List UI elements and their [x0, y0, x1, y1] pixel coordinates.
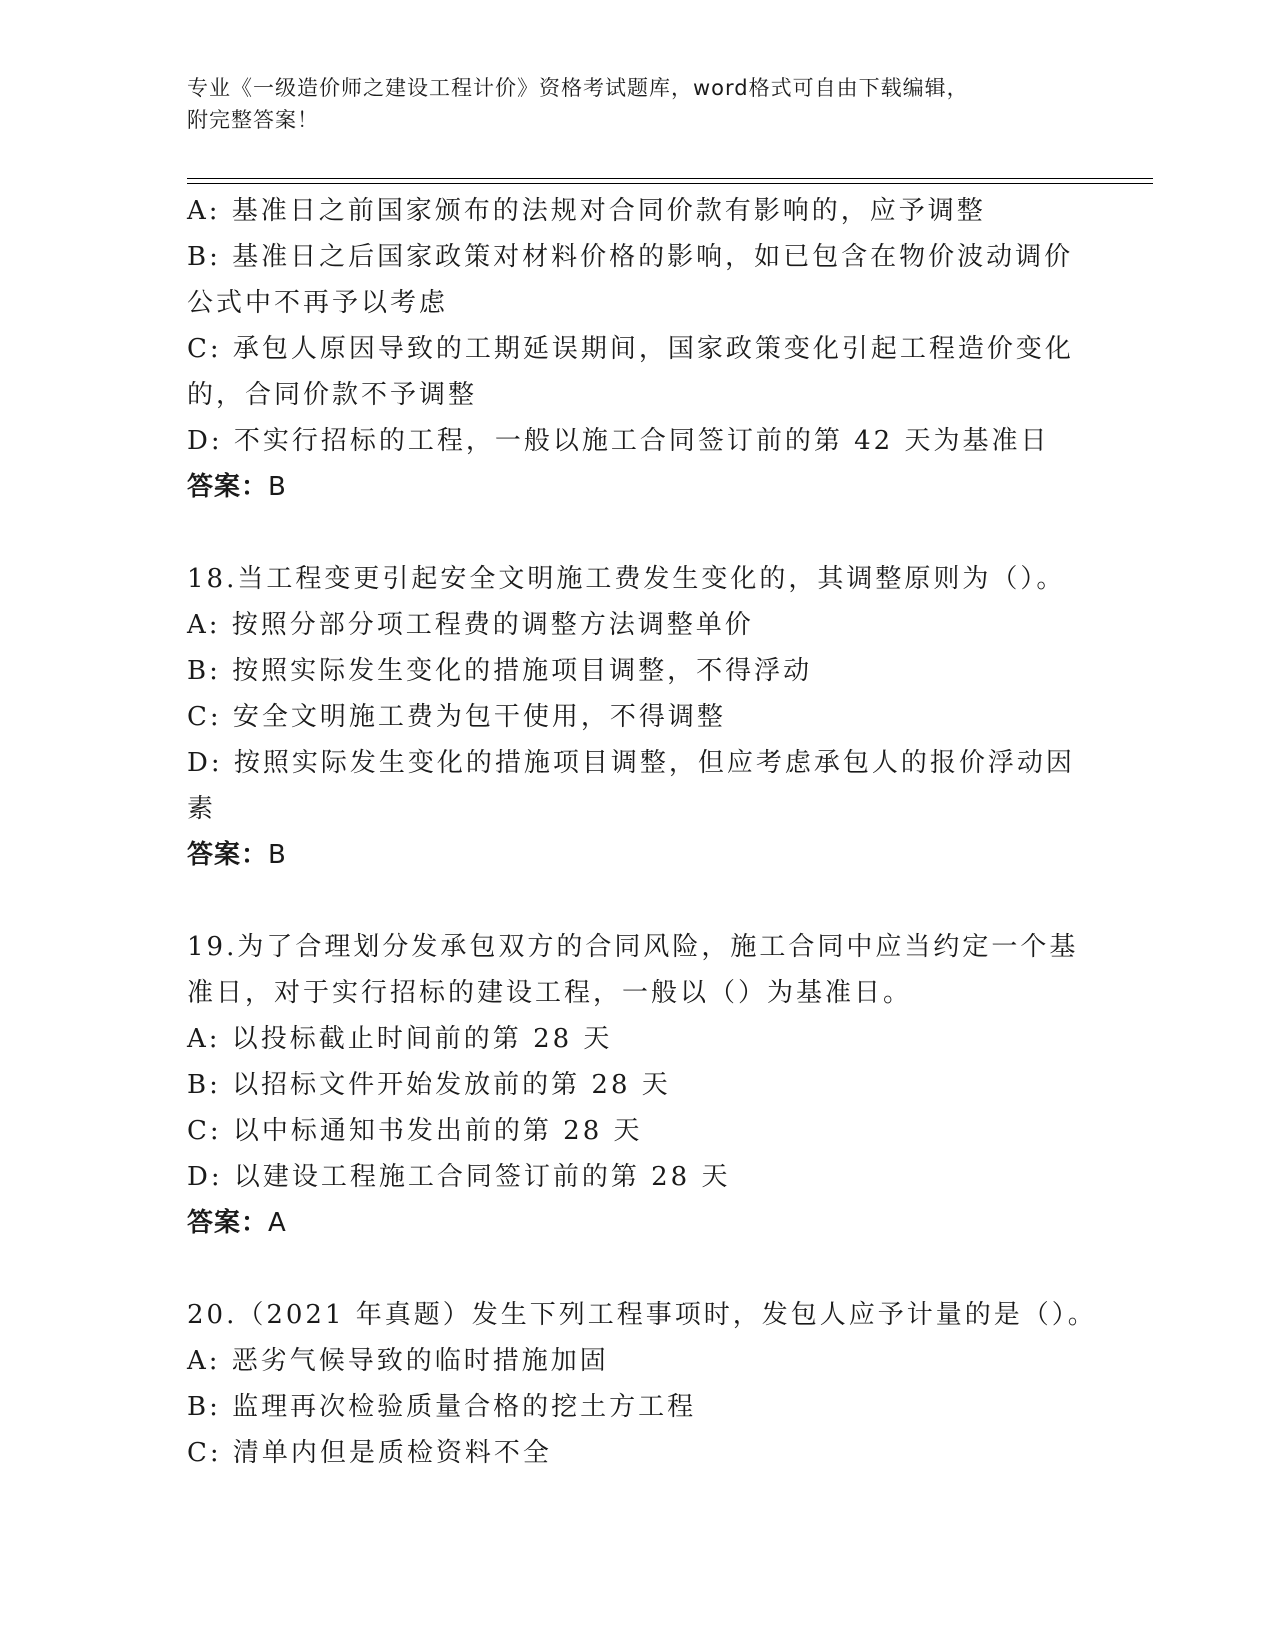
- question-list: [187, 188, 1097, 1476]
- answer-value: B: [268, 472, 287, 502]
- answer-value: A: [268, 1208, 287, 1238]
- option-d-continued: 素: [187, 794, 217, 824]
- option-c: C: 清单内但是质检资料不全: [187, 1438, 552, 1468]
- question-stem: 20.（2021 年真题）发生下列工程事项时，发包人应予计量的是（）。: [187, 1300, 1097, 1330]
- header-line-2: 附完整答案！: [187, 108, 319, 132]
- option-b: B: 以招标文件开始发放前的第 28 天: [187, 1070, 671, 1100]
- option-b-continued: 公式中不再予以考虑: [187, 288, 449, 318]
- option-b: B: 监理再次检验质量合格的挖土方工程: [187, 1392, 697, 1422]
- answer-value: B: [268, 840, 287, 870]
- question-stem: 18.当工程变更引起安全文明施工费发生变化的，其调整原则为（）。: [187, 564, 1066, 594]
- option-a: A: 恶劣气候导致的临时措施加固: [187, 1346, 609, 1376]
- header-divider-thin: [187, 178, 1153, 179]
- spacer: [187, 1246, 1087, 1292]
- option-b: B: 按照实际发生变化的措施项目调整，不得浮动: [187, 656, 813, 686]
- answer-line: [187, 464, 1087, 510]
- option-d: D: 按照实际发生变化的措施项目调整，但应考虑承包人的报价浮动因: [187, 748, 1075, 778]
- option-d: D: 以建设工程施工合同签订前的第 28 天: [187, 1162, 731, 1192]
- answer-label: 答案：: [187, 1208, 269, 1238]
- header-line-1: 专业《一级造价师之建设工程计价》资格考试题库，word格式可自由下载编辑，: [187, 76, 969, 100]
- answer-line: [187, 1200, 1087, 1246]
- option-c: C: 以中标通知书发出前的第 28 天: [187, 1116, 643, 1146]
- question-stem-continued: 准日，对于实行招标的建设工程，一般以（）为基准日。: [187, 978, 913, 1008]
- answer-label: 答案：: [187, 840, 269, 870]
- option-a: A: 按照分部分项工程费的调整方法调整单价: [187, 610, 754, 640]
- option-a: A: 以投标截止时间前的第 28 天: [187, 1024, 613, 1054]
- question-19: [187, 924, 1087, 1246]
- question-stem: 19.为了合理划分发承包双方的合同风险，施工合同中应当约定一个基: [187, 932, 1079, 962]
- option-a: A: 基准日之前国家颁布的法规对合同价款有影响的，应予调整: [187, 196, 986, 226]
- answer-line: [187, 832, 1087, 878]
- header-divider-thick: [187, 183, 1153, 184]
- option-c: C: 承包人原因导致的工期延误期间，国家政策变化引起工程造价变化: [187, 334, 1074, 364]
- question-20: [187, 1292, 1097, 1476]
- option-c: C: 安全文明施工费为包干使用，不得调整: [187, 702, 726, 732]
- question-18: [187, 556, 1087, 878]
- option-b: B: 基准日之后国家政策对材料价格的影响，如已包含在物价波动调价: [187, 242, 1074, 272]
- answer-label: 答案：: [187, 472, 269, 502]
- document-header: [187, 72, 1067, 136]
- question-17: [187, 188, 1087, 510]
- spacer: [187, 510, 1087, 556]
- option-d: D: 不实行招标的工程，一般以施工合同签订前的第 42 天为基准日: [187, 426, 1050, 456]
- option-c-continued: 的，合同价款不予调整: [187, 380, 478, 410]
- spacer: [187, 878, 1087, 924]
